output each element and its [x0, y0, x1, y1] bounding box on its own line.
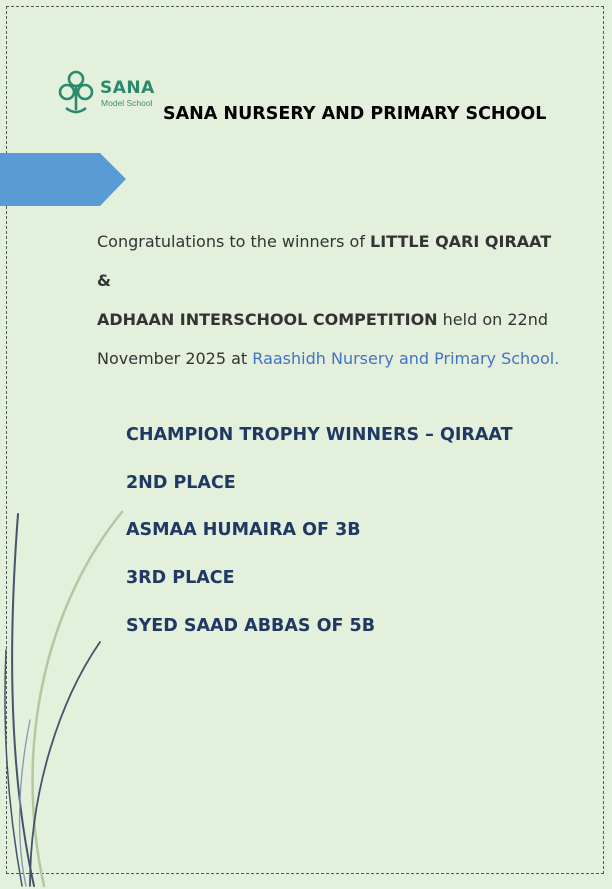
second-place-winner: ASMAA HUMAIRA OF 3B	[126, 520, 361, 541]
decorative-swoosh-lines	[0, 500, 140, 889]
competition-name-1: LITTLE QARI QIRAAT &	[97, 232, 552, 290]
competition-name-2: ADHAAN INTERSCHOOL COMPETITION	[97, 310, 438, 329]
third-place-label: 3RD PLACE	[126, 568, 235, 589]
third-place-winner: SYED SAAD ABBAS OF 5B	[126, 615, 376, 636]
blue-arrow-banner	[0, 153, 128, 207]
second-place-label: 2ND PLACE	[126, 472, 236, 493]
logo-subtitle: Model School	[101, 98, 153, 108]
intro-text-1: Congratulations to the winners of	[97, 232, 371, 251]
announcement-paragraph	[97, 222, 567, 378]
winners-heading: CHAMPION TROPHY WINNERS – QIRAAT	[126, 425, 513, 445]
school-logo	[58, 70, 168, 118]
page-title: SANA NURSERY AND PRIMARY SCHOOL	[163, 104, 547, 124]
winners-list	[126, 418, 513, 656]
logo-name: SANA	[100, 78, 155, 98]
intro-text-2: held on 22nd November 2025 at	[97, 310, 548, 368]
clover-tree-icon	[58, 70, 94, 116]
venue-name: Raashidh Nursery and Primary School.	[252, 349, 560, 368]
